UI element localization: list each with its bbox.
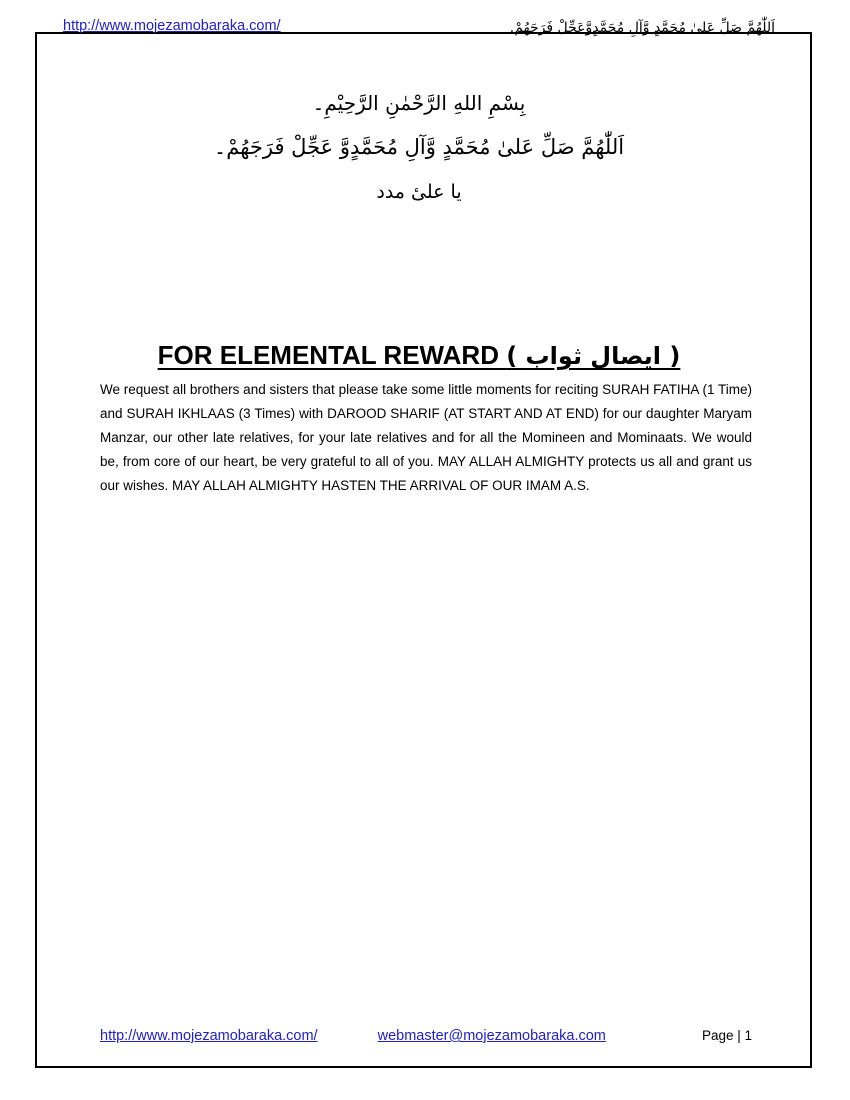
page-number-label: Page | 1 xyxy=(701,1028,752,1043)
invocation-block xyxy=(63,88,775,206)
document-header xyxy=(63,18,775,39)
page-title xyxy=(158,339,681,372)
header-site-link[interactable]: http://www.mojezamobaraka.com/ xyxy=(63,18,281,34)
page-title-english: FOR ELEMENTAL REWARD xyxy=(157,340,507,371)
header-arabic-darood: اَللّٰهُمَّ صَلِّ عَلىٰ مُحَمَّدٍ وَّآلِ مُحَمَّدٍوَّعَجِّلْ فَرَجَهُمْ. xyxy=(509,20,775,36)
document-footer xyxy=(100,1028,752,1044)
page-title-arabic: ( ایصال ثواب ) xyxy=(506,342,681,371)
bismillah-line: بِسْمِ اللهِ الرَّحْمٰنِ الرَّحِيْمِ۔ xyxy=(312,91,526,115)
footer-email-link[interactable]: webmaster@mojezamobaraka.com xyxy=(377,1028,606,1044)
footer-site-link[interactable]: http://www.mojezamobaraka.com/ xyxy=(100,1028,318,1044)
darood-shareef-line: اَللّٰهُمَّ صَلِّ عَلىٰ مُحَمَّدٍ وَّآلِ مُحَمَّدٍوَّ عَجِّلْ فَرَجَهُمْ۔ xyxy=(213,135,625,159)
ya-ali-madad-line: یا علیٔ مدد xyxy=(376,180,462,203)
body-paragraph: We request all brothers and sisters that please take some little moments for reciting SURAH FATIHA (1 Time) and SURAH IKHLAAS (3 Times) with DAROOD SHARIF (AT START AND AT END) for our daughter Maryam Manzar, our other late relatives, for your late relatives and for all the Momineen and Mominaats. We would be, from core of our heart, be very grateful to all of you. MAY ALLAH ALMIGHTY protects us all and grant us our wishes. MAY ALLAH ALMIGHTY HASTEN THE ARRIVAL OF OUR IMAM A.S. xyxy=(100,382,752,493)
